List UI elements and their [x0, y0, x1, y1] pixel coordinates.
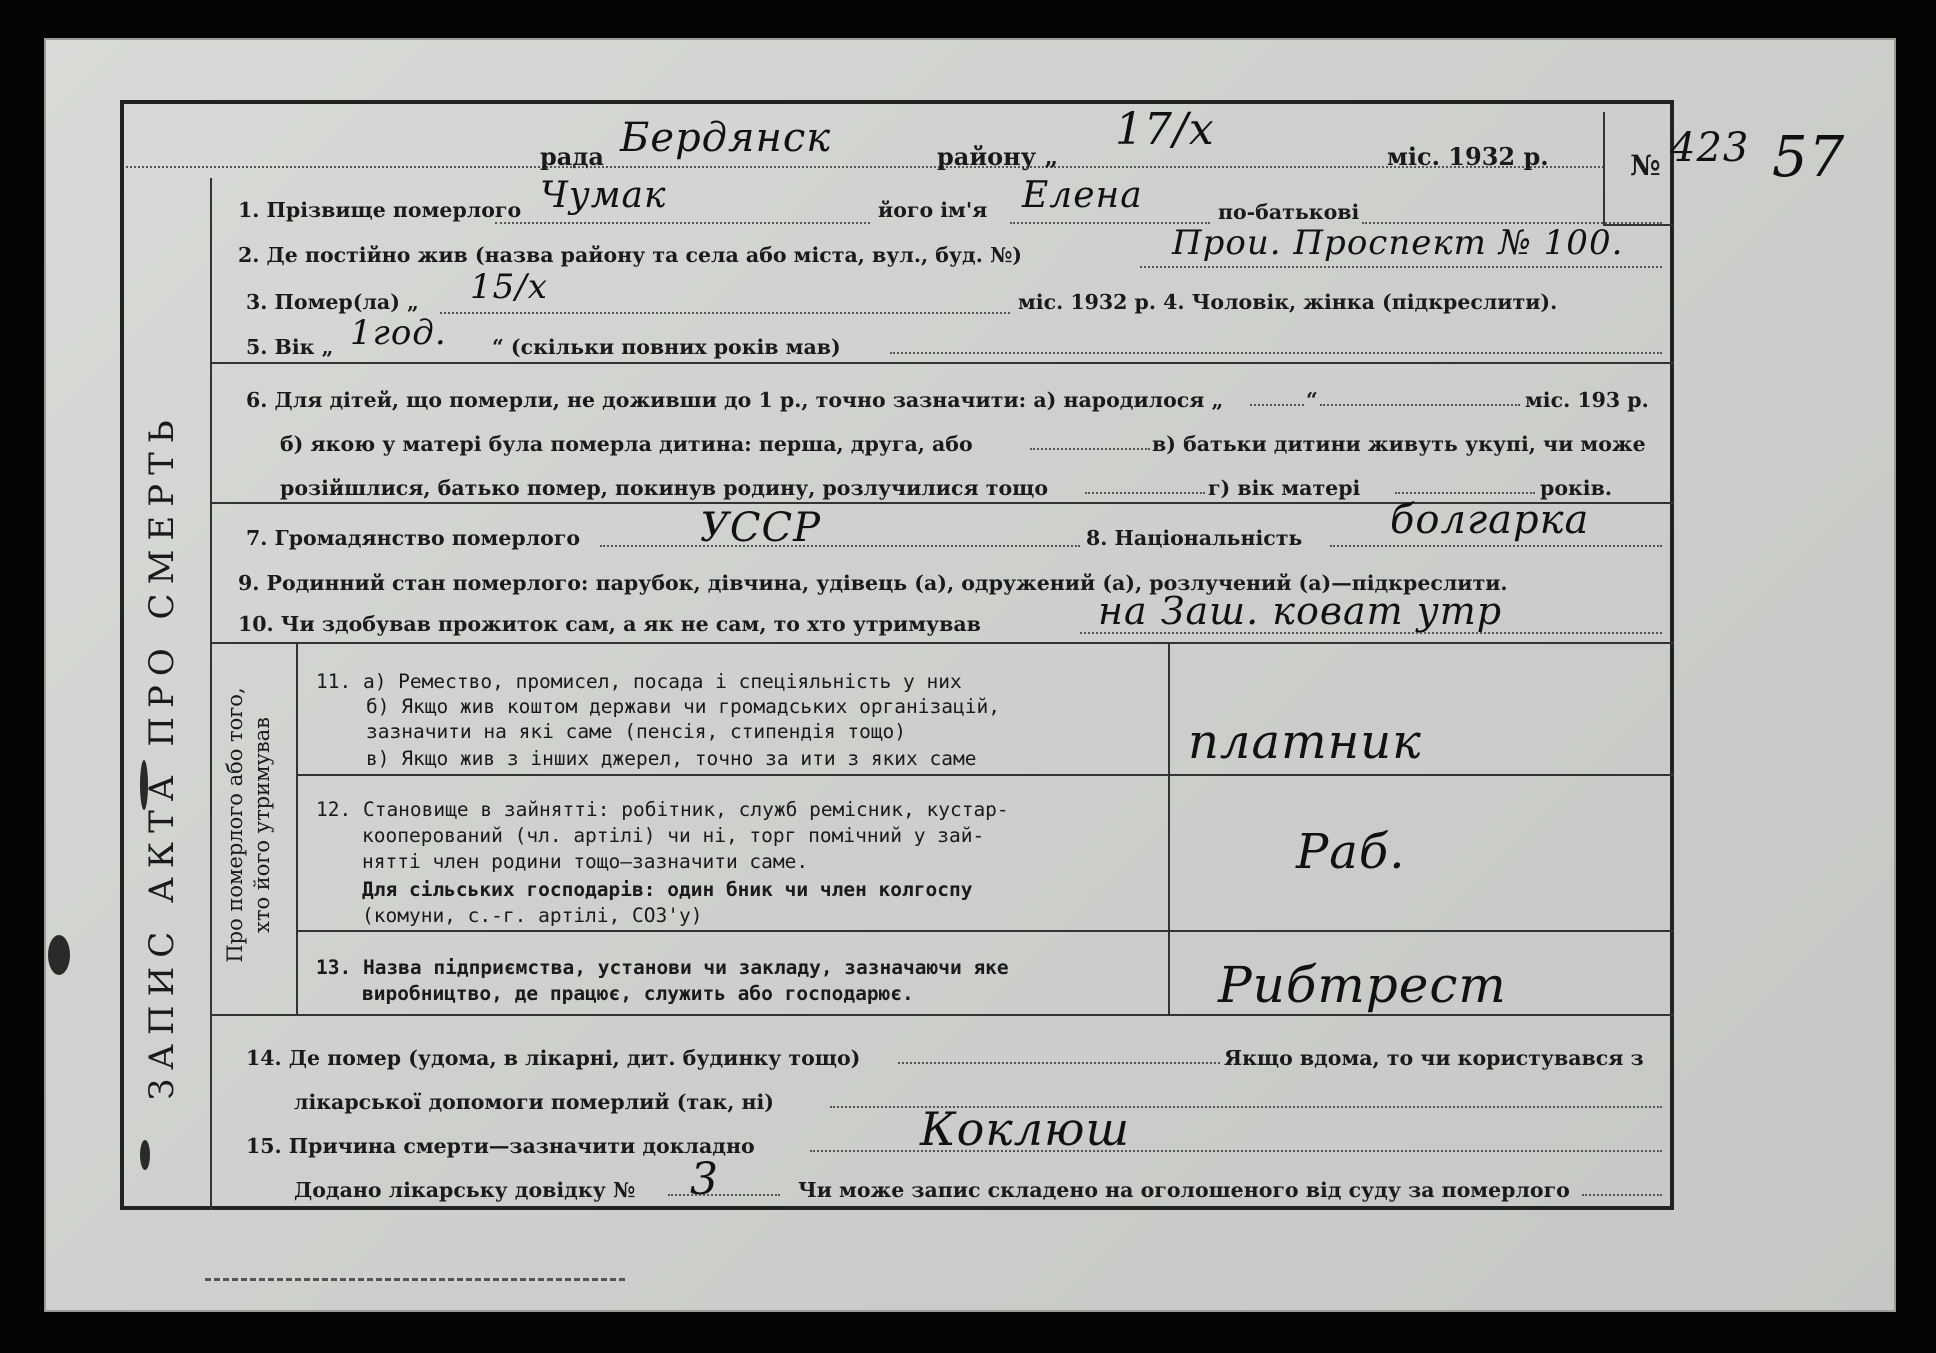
citizenship-line	[600, 545, 1080, 547]
value-column-divider	[1168, 642, 1170, 1014]
s11-line3: зазначити на які саме (пенсія, стипендія тощо)	[366, 720, 907, 743]
row-7-label: 7. Громадянство померлого	[246, 526, 581, 550]
address-value: Прои. Проспект № 100.	[1172, 223, 1624, 263]
support-value: на Заш. коват утр	[1098, 589, 1503, 633]
s11-line2: б) Якщо жив коштом держави чи громадських організацій,	[366, 695, 1000, 718]
side-label-line: Про померлого або того,	[223, 687, 247, 963]
occupation-value: платник	[1188, 714, 1422, 770]
row-5-label: 5. Вік „	[246, 335, 334, 359]
row-6b-end: в) батьки дитини живуть укупі, чи може	[1152, 432, 1646, 456]
nationality-value: болгарка	[1390, 497, 1590, 543]
number-value: 423	[1670, 125, 1750, 171]
row-6b-line	[1030, 448, 1150, 450]
side-section-label	[222, 660, 276, 990]
surname-value: Чумак	[540, 175, 667, 216]
name-label: його ім'я	[878, 198, 988, 222]
row-6a-close: “	[1306, 388, 1318, 412]
s11-line4: в) Якщо жив з інших джерел, точно за ити з яких саме	[366, 747, 977, 770]
bottom-edge-dashes	[205, 1278, 625, 1281]
age-value: 1год.	[350, 313, 447, 353]
rada-value: Бердянск	[620, 115, 832, 161]
month-year-label: міс. 1932 р.	[1387, 142, 1549, 171]
row-3-label: 3. Помер(ла) „	[246, 290, 419, 314]
row-6c-line2	[1395, 492, 1535, 494]
divider-after-13	[210, 1014, 1674, 1016]
divider-after-5	[210, 362, 1674, 364]
s12-line4: Для сільських господарів: один бник чи член колгоспу	[362, 878, 973, 901]
raion-label: району „	[937, 142, 1059, 171]
row-6a-month: міс. 193 р.	[1525, 388, 1649, 412]
row-1-label: 1. Прізвище померлого	[238, 198, 522, 222]
workplace-value: Рибтрест	[1218, 956, 1507, 1014]
left-column-divider	[210, 178, 212, 1210]
divider-after-11	[296, 774, 1674, 776]
number-label: №	[1630, 149, 1661, 182]
death-date-line	[440, 312, 1010, 314]
row-5-hint: “ (скільки повних років мав)	[492, 335, 841, 359]
s11-line1: 11. а) Ремество, промисел, посада і спеціяльність у них	[316, 670, 962, 693]
row-6a-line2	[1320, 404, 1520, 406]
name-value: Елена	[1022, 175, 1143, 216]
row-6c-mid: г) вік матері	[1208, 476, 1361, 500]
side-label-divider	[296, 642, 298, 1014]
s13-line1: 13. Назва підприємства, установи чи закладу, зазначаючи яке	[316, 956, 1009, 979]
s13-line2: виробництво, де працює, служить або господарює.	[362, 982, 914, 1005]
divider-after-10	[210, 642, 1674, 644]
certificate-number: 3	[690, 1154, 719, 1205]
row-8-label: 8. Національність	[1086, 526, 1303, 550]
s12-line3: нятті член родини тощо—зазначити саме.	[362, 850, 809, 873]
rada-label: рада	[540, 142, 604, 171]
age-tail-line	[890, 352, 1662, 354]
s12-line2: кооперований (чл. артілі) чи ні, торг помічний у зай-	[362, 824, 985, 847]
patronymic-label: по-батькові	[1218, 200, 1360, 224]
row-15-label: 15. Причина смерти—зазначити докладно	[246, 1134, 755, 1158]
row-6b-label: б) якою у матері була померла дитина: перша, друга, або	[280, 432, 973, 456]
row-14-end: Якщо вдома, то чи користувався з	[1224, 1046, 1644, 1070]
certificate-label: Додано лікарську довідку №	[294, 1178, 636, 1202]
row-15-line	[810, 1150, 1662, 1152]
s12-line5: (комуни, с.-г. артілі, СОЗ'у)	[362, 904, 703, 927]
side-label-line: хто його утримував	[250, 717, 274, 934]
citizenship-value: УССР	[700, 505, 822, 551]
row-14b-label: лікарської допомоги померлий (так, ні)	[294, 1090, 774, 1114]
row-9-label: 9. Родинний стан померлого: парубок, дівчина, удівець (а), одружений (а), розлучений (а)—підкреслити.	[238, 571, 1508, 595]
nationality-line	[1330, 545, 1662, 547]
header-baseline	[126, 166, 1604, 168]
number-box-left	[1603, 112, 1605, 224]
row-14-label: 14. Де помер (удома, в лікарні, дит. будинку тощо)	[246, 1046, 861, 1070]
s12-line1: 12. Становище в зайнятті: робітник, служб ремісник, кустар-	[316, 798, 1009, 821]
cause-of-death-value: Коклюш	[920, 1102, 1131, 1156]
row-3-4-label: міс. 1932 р. 4. Чоловік, жінка (підкреслити).	[1018, 290, 1558, 314]
death-date-value: 15/x	[470, 267, 548, 307]
stain-mark	[48, 935, 70, 975]
row-6c-line	[1085, 492, 1205, 494]
corner-mark: 57	[1772, 125, 1846, 190]
row-6a-label: 6. Для дітей, що померли, не доживши до 1 р., точно зазначити: а) народилося „	[246, 388, 1224, 412]
employment-status-value: Раб.	[1296, 824, 1406, 880]
surname-line	[495, 222, 870, 224]
row-6c-end: років.	[1540, 476, 1612, 500]
row-2-label: 2. Де постійно жив (назва району та села або міста, вул., буд. №)	[238, 243, 1022, 267]
address-line	[1140, 266, 1662, 268]
form-title: ЗАПИС АКТА ПРО СМЕРТЬ	[142, 411, 182, 1100]
court-question: Чи може запис складено на оголошеного від суду за померлого	[798, 1178, 1570, 1202]
divider-after-12	[296, 930, 1674, 932]
row-14-line	[898, 1062, 1220, 1064]
court-question-line	[1582, 1194, 1662, 1196]
row-10-label: 10. Чи здобував прожиток сам, а як не сам, то хто утримував	[238, 612, 981, 636]
raion-date: 17/x	[1115, 104, 1215, 155]
row-6c-label: розійшлися, батько помер, покинув родину, розлучилися тощо	[280, 476, 1048, 500]
certificate-line	[668, 1194, 780, 1196]
row-6a-line	[1250, 404, 1304, 406]
support-line	[1080, 632, 1662, 634]
